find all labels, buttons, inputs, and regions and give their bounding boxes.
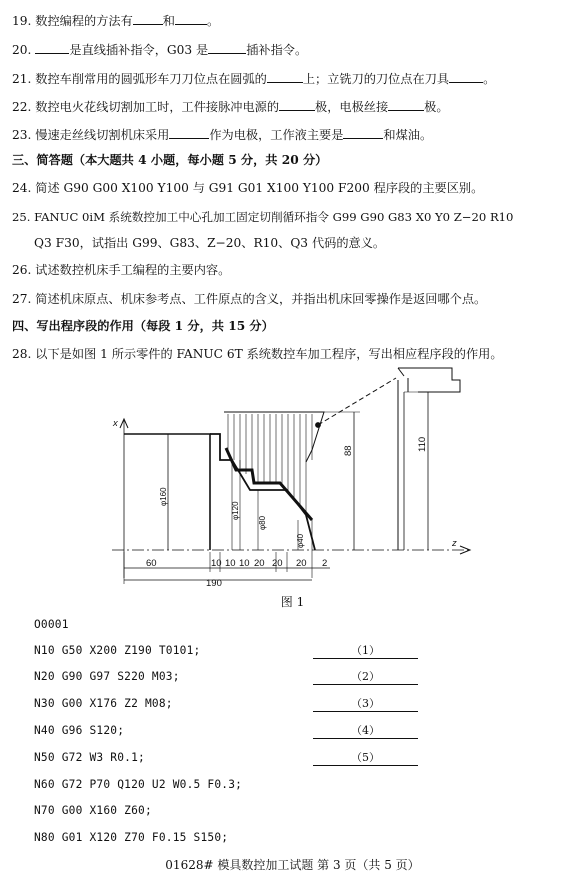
question-26: 26. 试述数控机床手工编程的主要内容。	[12, 263, 231, 277]
dia-120: φ120	[231, 501, 240, 520]
dia-160: φ160	[159, 487, 168, 506]
page-footer: 01628# 模具数控加工试题 第 3 页（共 5 页）	[165, 858, 420, 872]
program-name: O0001	[34, 618, 69, 631]
question-19: 19. 数控编程的方法有 和 。	[12, 14, 220, 28]
question-20: 20. 是直线插补指令，G03 是 插补指令。	[12, 43, 308, 57]
program-line: N40 G96 S120;	[34, 724, 125, 737]
dia-80: φ80	[258, 515, 267, 530]
program-line: N80 G01 X120 Z70 F0.15 S150;	[34, 831, 229, 844]
question-21: 21. 数控车削常用的圆弧形车刀刀位点在圆弧的 上；立铣刀的刀位点在刀具 。	[12, 72, 496, 86]
question-24: 24. 简述 G90 G00 X100 Y100 与 G91 G01 X100 Y100 F200 程序段的主要区别。	[12, 181, 484, 195]
dim-88: 88	[343, 445, 354, 456]
dia-40: φ40	[296, 533, 305, 548]
len-20a: 20	[254, 558, 265, 569]
program-line: N10 G50 X200 Z190 T0101;	[34, 644, 201, 657]
program-line: N30 G00 X176 Z2 M08;	[34, 697, 173, 710]
len-20c: 20	[296, 558, 307, 569]
dim-110: 110	[417, 436, 428, 452]
axis-x-label: x	[113, 418, 118, 429]
len-10b: 10	[225, 558, 236, 569]
question-28: 28. 以下是如图 1 所示零件的 FANUC 6T 系统数控车加工程序，写出相应程序段的作用。	[12, 347, 503, 361]
drawing-lines	[112, 368, 470, 584]
program-line: N20 G90 G97 S220 M03;	[34, 670, 180, 683]
question-23: 23. 慢速走丝线切割机床采用 作为电极，工作液主要是 和煤油。	[12, 128, 433, 142]
program-line: N60 G72 P70 Q120 U2 W0.5 F0.3;	[34, 778, 243, 791]
answer-line-5: （5）	[313, 749, 418, 766]
len-2: 2	[322, 558, 328, 569]
question-25-line2: Q3 F30，试指出 G99、G83、Z−20、R10、Q3 代码的意义。	[34, 236, 386, 250]
len-60: 60	[146, 558, 157, 569]
len-10a: 10	[211, 558, 222, 569]
question-22: 22. 数控电火花线切割加工时，工件接脉冲电源的 极，电极丝接 极。	[12, 100, 449, 114]
question-27: 27. 简述机床原点、机床参考点、工件原点的含义，并指出机床回零操作是返回哪个点。	[12, 292, 487, 306]
figure-caption: 图 1	[280, 595, 305, 609]
question-25-line1: 25. FANUC 0iM 系统数控加工中心孔加工固定切削循环指令 G99 G90 G83 X0 Y0 Z−20 R10	[12, 210, 514, 224]
program-line: N50 G72 W3 R0.1;	[34, 751, 145, 764]
axis-z-label: z	[452, 538, 457, 549]
program-line: N70 G00 X160 Z60;	[34, 804, 152, 817]
section-3-heading: 三、简答题（本大题共 4 小题，每小题 5 分，共 20 分）	[12, 153, 328, 167]
len-10c: 10	[239, 558, 250, 569]
answer-line-2: （2）	[313, 668, 418, 685]
answer-line-1: （1）	[313, 642, 418, 659]
answer-line-3: （3）	[313, 695, 418, 712]
len-20b: 20	[272, 558, 283, 569]
answer-line-4: （4）	[313, 722, 418, 739]
section-4-heading: 四、写出程序段的作用（每段 1 分，共 15 分）	[12, 319, 274, 333]
len-190: 190	[206, 578, 222, 589]
